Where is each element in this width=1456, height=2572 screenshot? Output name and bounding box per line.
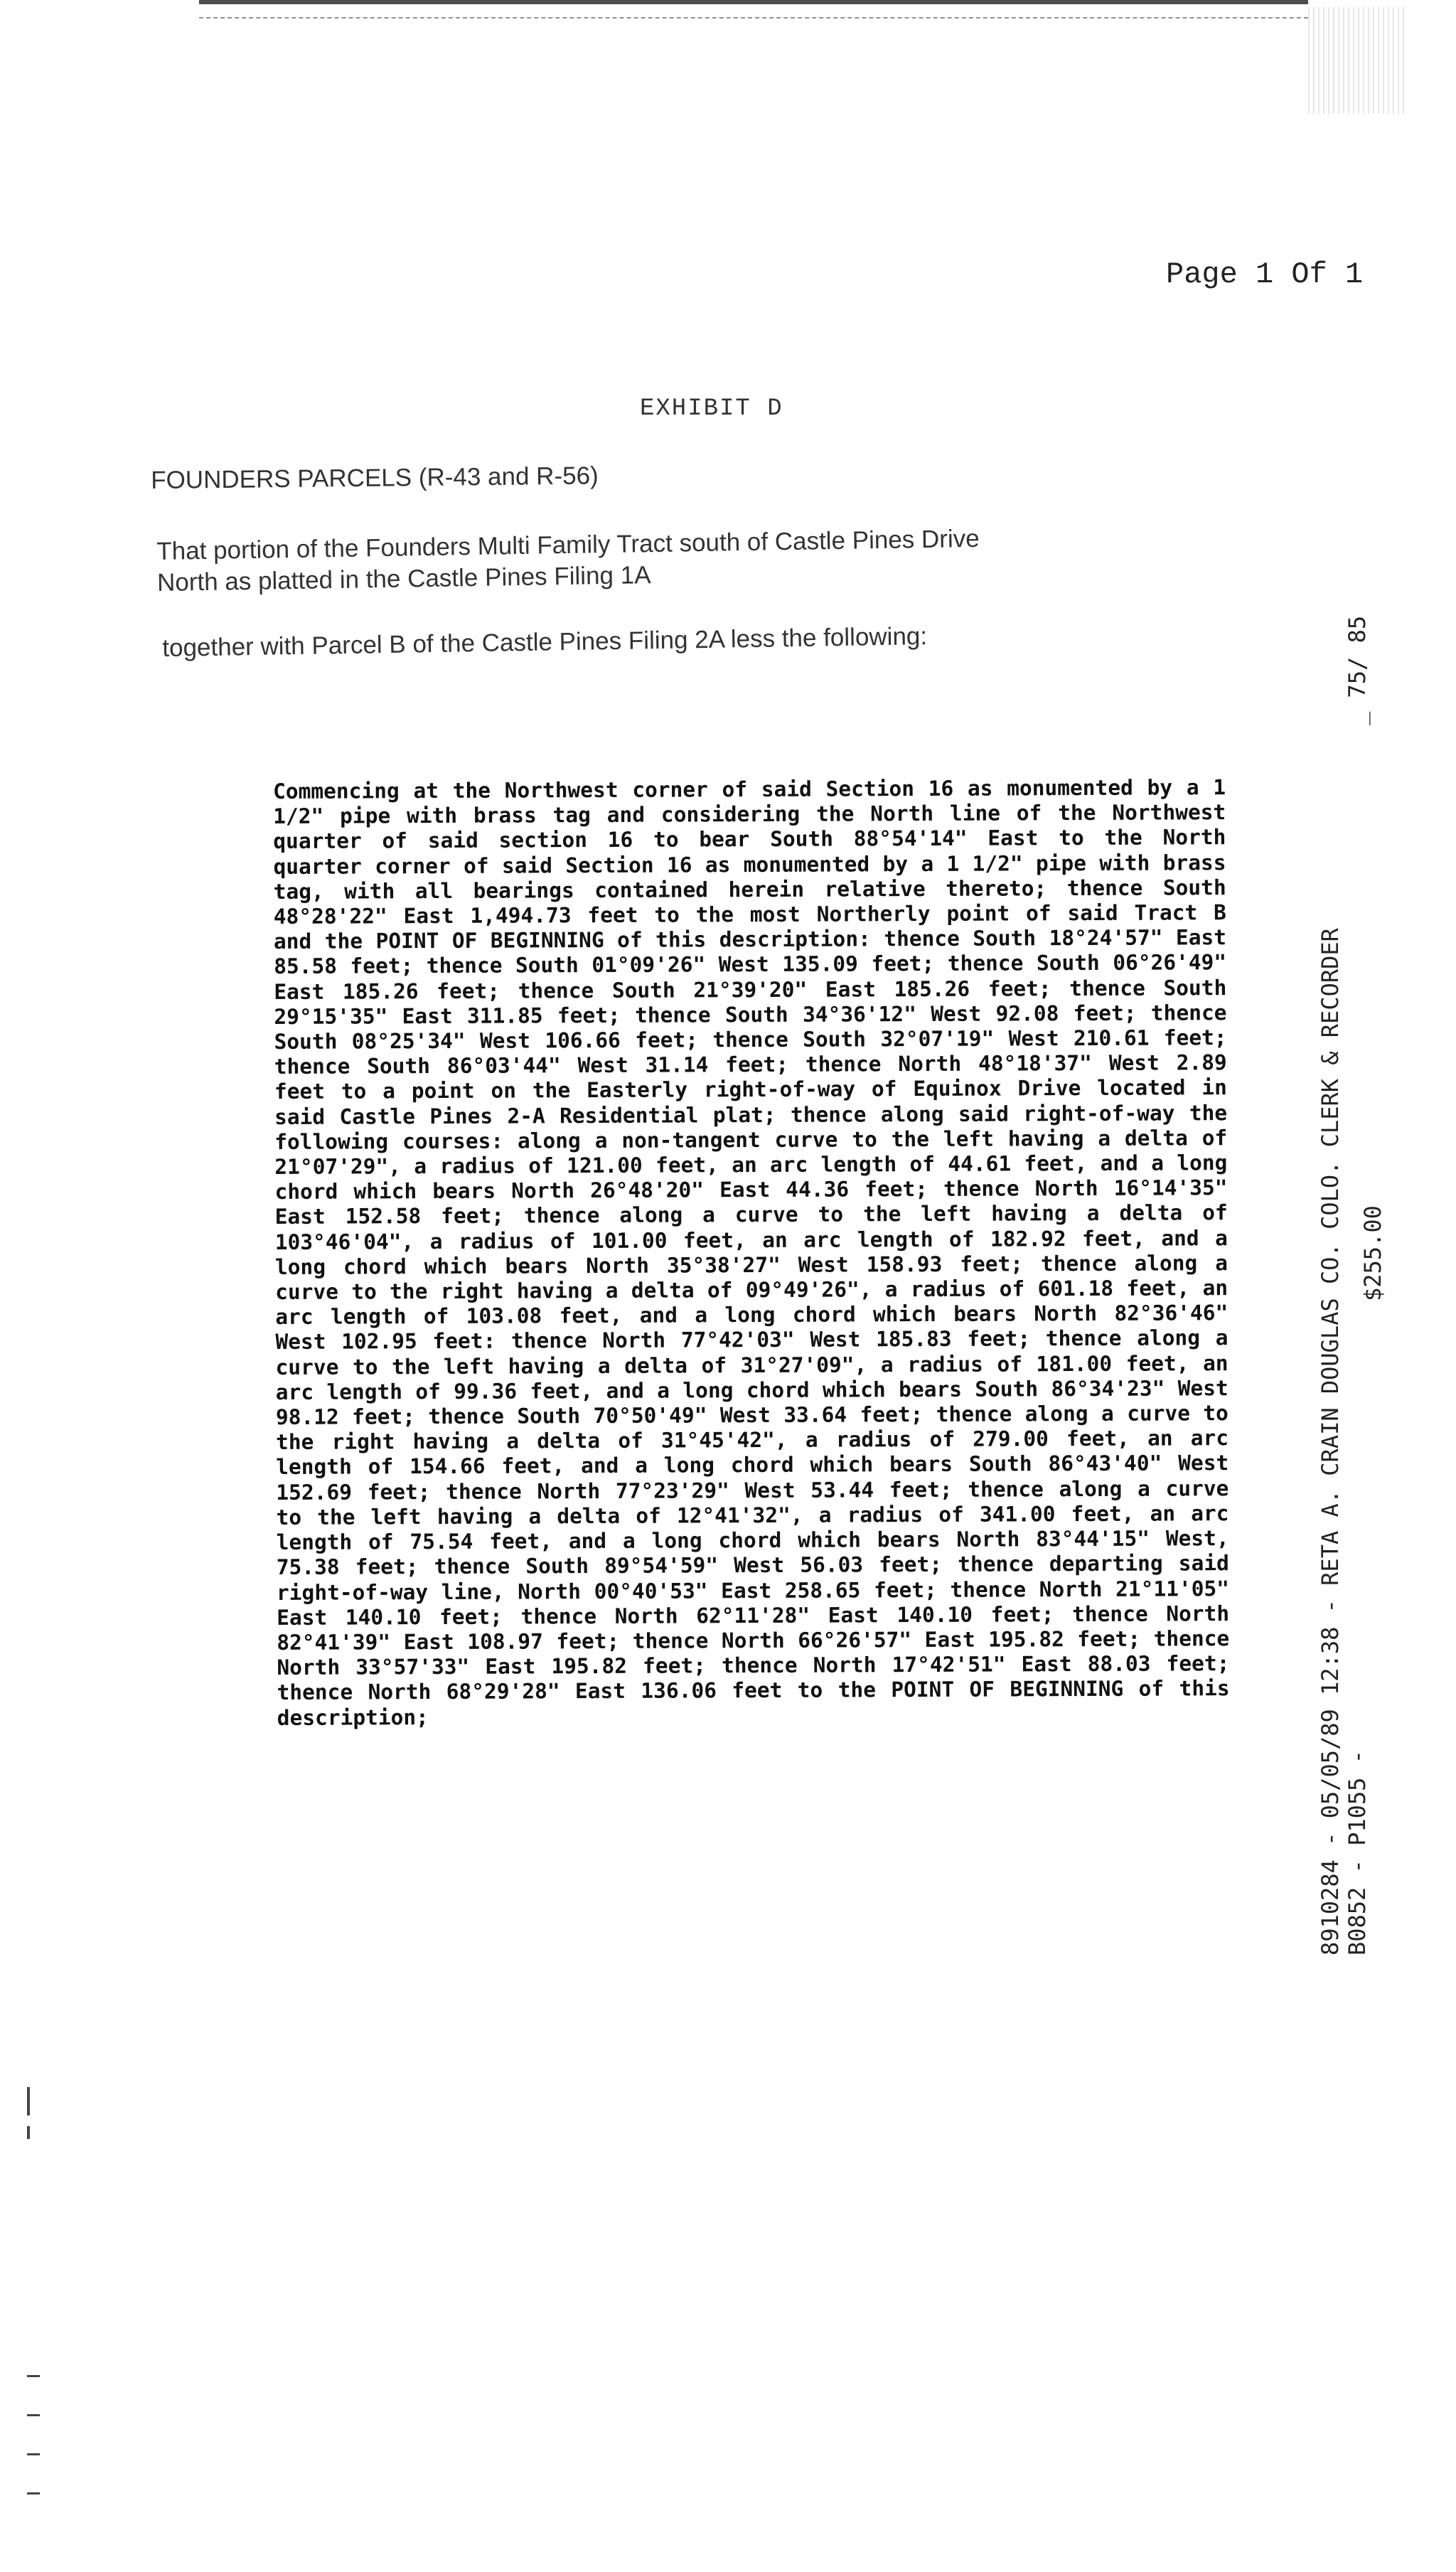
recording-page-count: _ 75/ 85	[1344, 615, 1371, 725]
intro-line: North as platted in the Castle Pines Filing 1A	[156, 561, 651, 597]
scan-artifact-left-mark	[27, 2492, 40, 2494]
intro-line: That portion of the Founders Multi Family Tract south of Castle Pines Drive	[156, 524, 980, 565]
scan-artifact-corner	[1308, 7, 1408, 114]
together-clause: together with Parcel B of the Castle Pines Filing 2A less the following:	[162, 622, 928, 662]
scan-artifact-left-mark	[27, 2087, 30, 2115]
recording-fee: $255.00	[1359, 1205, 1386, 1301]
scan-artifact-top	[199, 0, 1308, 18]
parcel-heading: FOUNDERS PARCELS (R-43 and R-56)	[151, 461, 599, 494]
exhibit-title: EXHIBIT D	[640, 395, 783, 422]
scan-artifact-left-mark	[27, 2375, 40, 2377]
page-number: Page 1 Of 1	[1166, 257, 1364, 292]
legal-description: Commencing at the Northwest corner of said Section 16 as monumented by a 1 1/2" pipe with brass tag and considering the North line of the Northwest quarter of said section 16 to bear South 88°54'14" East to the North quarter corner of said Section 16 as monumented by a 1 1/2" pipe with brass tag, with all bearings contained herein relative thereto; thence South 48°28'22" East 1,494.73 feet to the most Northerly point of said Tract B and the POINT OF BEGINNING of this description: thence South 18°24'57" East 85.58 feet; thence South 01°09'26" West 135.09 feet; thence South 06°26'49" East 185.26 feet; thence South 21°39'20" East 185.26 feet; thence South 29°15'35" East 311.85 feet; thence South 34°36'12" West 92.08 feet; thence South 08°25'34" West 106.66 feet; thence South 32°07'19" West 210.61 feet; thence South 86°03'44" West 31.14 feet; thence North 48°18'37" West 2.89 feet to a point on the Easterly right-of-way of Equinox Drive located in said Castle Pines 2-A Residential plat; thence along said right-of-way the following courses: along a non-tangent curve to the left having a delta of 21°07'29", a radius of 121.00 feet, an arc length of 44.61 feet, and a long chord which bears North 26°48'20" East 44.36 feet; thence North 16°14'35" East 152.58 feet; thence along a curve to the left having a delta of 103°46'04", a radius of 101.00 feet, an arc length of 182.92 feet, and a long chord which bears North 35°38'27" West 158.93 feet; thence along a curve to the right having a delta of 09°49'26", a radius of 601.18 feet, an arc length of 103.08 feet, and a long chord which bears North 82°36'46" West 102.95 feet: thence North 77°42'03" West 185.83 feet; thence along a curve to the left having a delta of 31°27'09", a radius of 181.00 feet, an arc length of 99.36 feet, and a long chord which bears South 86°34'23" West 98.12 feet; thence South 70°50'49" West 33.64 feet; thence along a curve to the right having a delta of 31°45'42", a radius of 279.00 feet, an arc length of 154.66 feet, and a long chord which bears South 86°43'40" West 152.69 feet; thence North 77°23'29" West 53.44 feet; thence along a curve to the left having a delta of 12°41'32", a radius of 341.00 feet, an arc length of 75.54 feet, and a long chord which bears North 83°44'15" West, 75.38 feet; thence South 89°54'59" West 56.03 feet; thence departing said right-of-way line, North 00°40'53" East 258.65 feet; thence North 21°11'05" East 140.10 feet; thence North 62°11'28" East 140.10 feet; thence North 82°41'39" East 108.97 feet; thence North 66°26'57" East 195.82 feet; thence North 33°57'33" East 195.82 feet; thence North 17°42'51" East 88.03 feet; thence North 68°29'28" East 136.06 feet to the POINT OF BEGINNING of this description;	[273, 775, 1230, 1730]
recording-stamp-line2: B0852 - P1055 -	[1344, 1750, 1371, 1955]
scan-artifact-left-mark	[27, 2126, 30, 2139]
scan-artifact-left-mark	[27, 2453, 40, 2455]
intro-paragraph	[156, 519, 1238, 599]
scan-artifact-left-mark	[27, 2414, 40, 2416]
recording-stamp-line1: 8910284 - 05/05/89 12:38 - RETA A. CRAIN DOUGLAS CO. COLO. CLERK & RECORDER	[1317, 928, 1344, 1955]
